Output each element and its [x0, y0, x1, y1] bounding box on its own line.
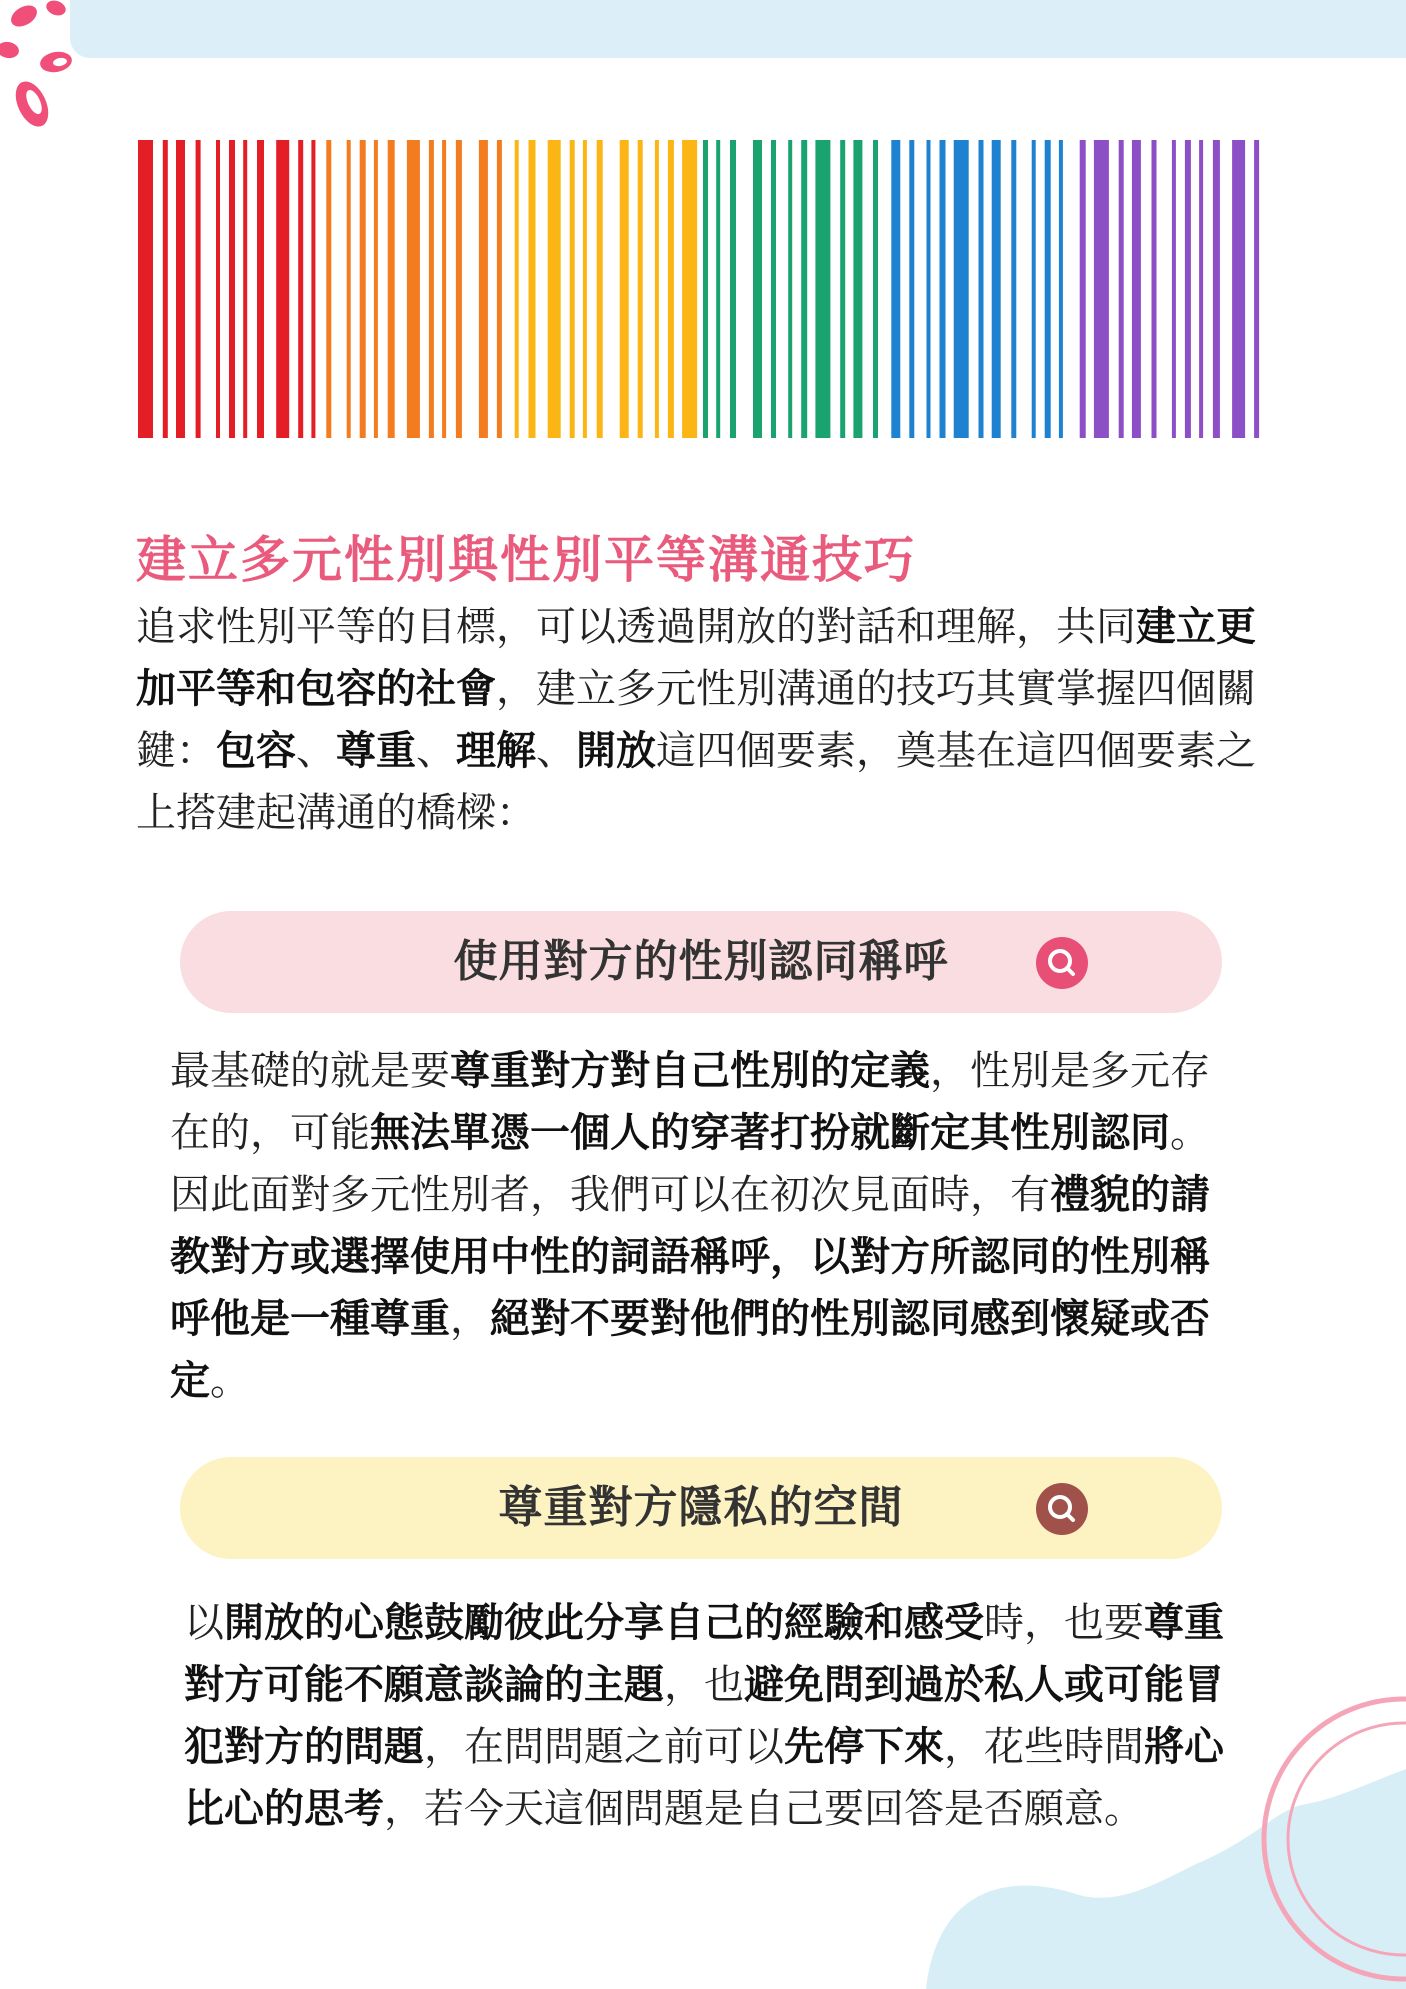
barcode-stripe — [1152, 140, 1157, 438]
body-text: ，性別是多元存在的，可能 — [170, 1048, 1210, 1156]
section-heading-gender-identity — [180, 911, 1222, 1013]
body-text: ，若今天這個問題是自己要回答是否願意。 — [384, 1786, 1144, 1832]
intro-paragraph — [136, 596, 1270, 844]
emphasis-text: 開放 — [576, 728, 656, 774]
barcode-stripe — [196, 140, 201, 438]
body-text: 時，也要 — [984, 1600, 1144, 1646]
body-text: 。 — [210, 1358, 250, 1404]
section-heading-label: 尊重對方隱私的空間 — [498, 1482, 904, 1533]
barcode-stripe — [940, 140, 946, 438]
barcode-stripe — [1080, 140, 1086, 438]
body-text: ， — [450, 1296, 490, 1342]
top-decor-band — [70, 0, 1406, 58]
page-title: 建立多元性別與性別平等溝通技巧 — [136, 531, 916, 589]
barcode-stripe — [716, 140, 720, 438]
barcode-stripe — [853, 140, 862, 438]
barcode-stripe — [548, 140, 561, 438]
emphasis-text: 先停下來 — [784, 1724, 944, 1770]
barcode-stripe — [1011, 140, 1016, 438]
barcode-stripe — [620, 140, 629, 438]
barcode-stripe — [815, 140, 830, 438]
barcode-stripe — [703, 140, 708, 438]
barcode-stripe — [326, 140, 331, 438]
barcode-stripe — [1213, 140, 1220, 438]
barcode-stripe — [497, 140, 502, 438]
petal-decoration — [0, 0, 90, 140]
barcode-stripe — [570, 140, 575, 438]
emphasis-text: 建立更加平等和包容的社會 — [136, 604, 1256, 712]
barcode-stripe — [407, 140, 420, 438]
barcode-stripe — [638, 140, 643, 438]
barcode-stripe — [801, 140, 807, 438]
search-icon[interactable] — [1036, 1483, 1088, 1535]
body-text: 以 — [184, 1600, 224, 1646]
barcode-stripe — [753, 140, 762, 438]
barcode-stripe — [515, 140, 519, 438]
body-text: 這四個要素，奠基在這四個要素之上搭建起溝通的橋樑： — [136, 728, 1256, 836]
emphasis-text: 包容 — [216, 728, 296, 774]
barcode-stripe — [1119, 140, 1124, 438]
barcode-stripe — [388, 140, 395, 438]
barcode-stripe — [529, 140, 536, 438]
body-text: ，花些時間 — [944, 1724, 1144, 1770]
barcode-stripe — [1059, 140, 1063, 438]
emphasis-text: 絕對不要對他們的性別認同感到懷疑或否定 — [170, 1296, 1210, 1404]
barcode-stripe — [873, 140, 878, 438]
rainbow-barcode — [136, 140, 1266, 438]
emphasis-text: 理解 — [456, 728, 536, 774]
barcode-stripe — [927, 140, 931, 438]
barcode-stripe — [298, 140, 303, 438]
barcode-stripe — [655, 140, 659, 438]
section-body-gender-identity — [170, 1040, 1244, 1412]
barcode-stripe — [891, 140, 900, 438]
barcode-stripe — [840, 140, 845, 438]
barcode-stripe — [1132, 140, 1141, 438]
barcode-stripe — [429, 140, 434, 438]
barcode-stripe — [243, 140, 247, 438]
barcode-stripe — [216, 140, 220, 438]
barcode-stripe — [229, 140, 235, 438]
barcode-stripe — [1199, 140, 1203, 438]
barcode-stripe — [583, 140, 587, 438]
barcode-stripe — [311, 140, 315, 438]
barcode-stripe — [1185, 140, 1191, 438]
barcode-stripe — [442, 140, 446, 438]
barcode-stripe — [730, 140, 736, 438]
barcode-stripe — [176, 140, 185, 438]
barcode-stripe — [771, 140, 776, 438]
barcode-stripe — [276, 140, 289, 438]
barcode-stripe — [992, 140, 1001, 438]
barcode-stripe — [1094, 140, 1109, 438]
section-body-privacy — [184, 1592, 1244, 1840]
barcode-stripe — [1254, 140, 1259, 438]
barcode-stripe — [668, 140, 674, 438]
barcode-stripe — [788, 140, 792, 438]
emphasis-text: 尊重對方可能不願意談論的主題 — [184, 1600, 1224, 1708]
body-text: ，建立多元性別溝通的技巧其實掌握四個關鍵： — [136, 666, 1256, 774]
barcode-stripe — [479, 140, 488, 438]
barcode-stripe — [1172, 140, 1176, 438]
emphasis-text: 無法單憑一個人的穿著打扮就斷定其性別認同 — [370, 1110, 1170, 1156]
barcode-stripe — [909, 140, 914, 438]
barcode-stripe — [347, 140, 351, 438]
body-text: ，也 — [664, 1662, 744, 1708]
barcode-stripe — [682, 140, 697, 438]
barcode-stripe — [954, 140, 969, 438]
barcode-stripe — [1232, 140, 1245, 438]
section-heading-privacy — [180, 1457, 1222, 1559]
barcode-stripe — [163, 140, 168, 438]
barcode-stripe — [597, 140, 603, 438]
body-text: 追求性別平等的目標，可以透過開放的對話和理解，共同 — [136, 604, 1136, 650]
barcode-stripe — [138, 140, 153, 438]
barcode-stripe — [979, 140, 984, 438]
body-text: 、 — [296, 728, 336, 774]
body-text: ，在問問題之前可以 — [424, 1724, 784, 1770]
emphasis-text: 尊重對方對自己性別的定義 — [450, 1048, 930, 1094]
body-text: 、 — [536, 728, 576, 774]
body-text: 、 — [416, 728, 456, 774]
body-text: 最基礎的就是要 — [170, 1048, 450, 1094]
emphasis-text: 將心比心的思考 — [184, 1724, 1224, 1832]
emphasis-text: 禮貌的請教對方或選擇使用中性的詞語稱呼，以對方所認同的性別稱呼他是一種尊重 — [170, 1172, 1210, 1342]
emphasis-text: 避免問到過於私人或可能冒犯對方的問題 — [184, 1662, 1224, 1770]
emphasis-text: 尊重 — [336, 728, 416, 774]
section-heading-label: 使用對方的性別認同稱呼 — [453, 936, 949, 987]
barcode-stripe — [257, 140, 264, 438]
barcode-stripe — [374, 140, 378, 438]
barcode-stripe — [360, 140, 366, 438]
body-text: 。因此面對多元性別者，我們可以在初次見面時，有 — [170, 1110, 1210, 1218]
barcode-stripe — [1045, 140, 1051, 438]
emphasis-text: 開放的心態鼓勵彼此分享自己的經驗和感受 — [224, 1600, 984, 1646]
search-icon[interactable] — [1036, 937, 1088, 989]
barcode-stripe — [456, 140, 462, 438]
barcode-stripe — [1032, 140, 1036, 438]
